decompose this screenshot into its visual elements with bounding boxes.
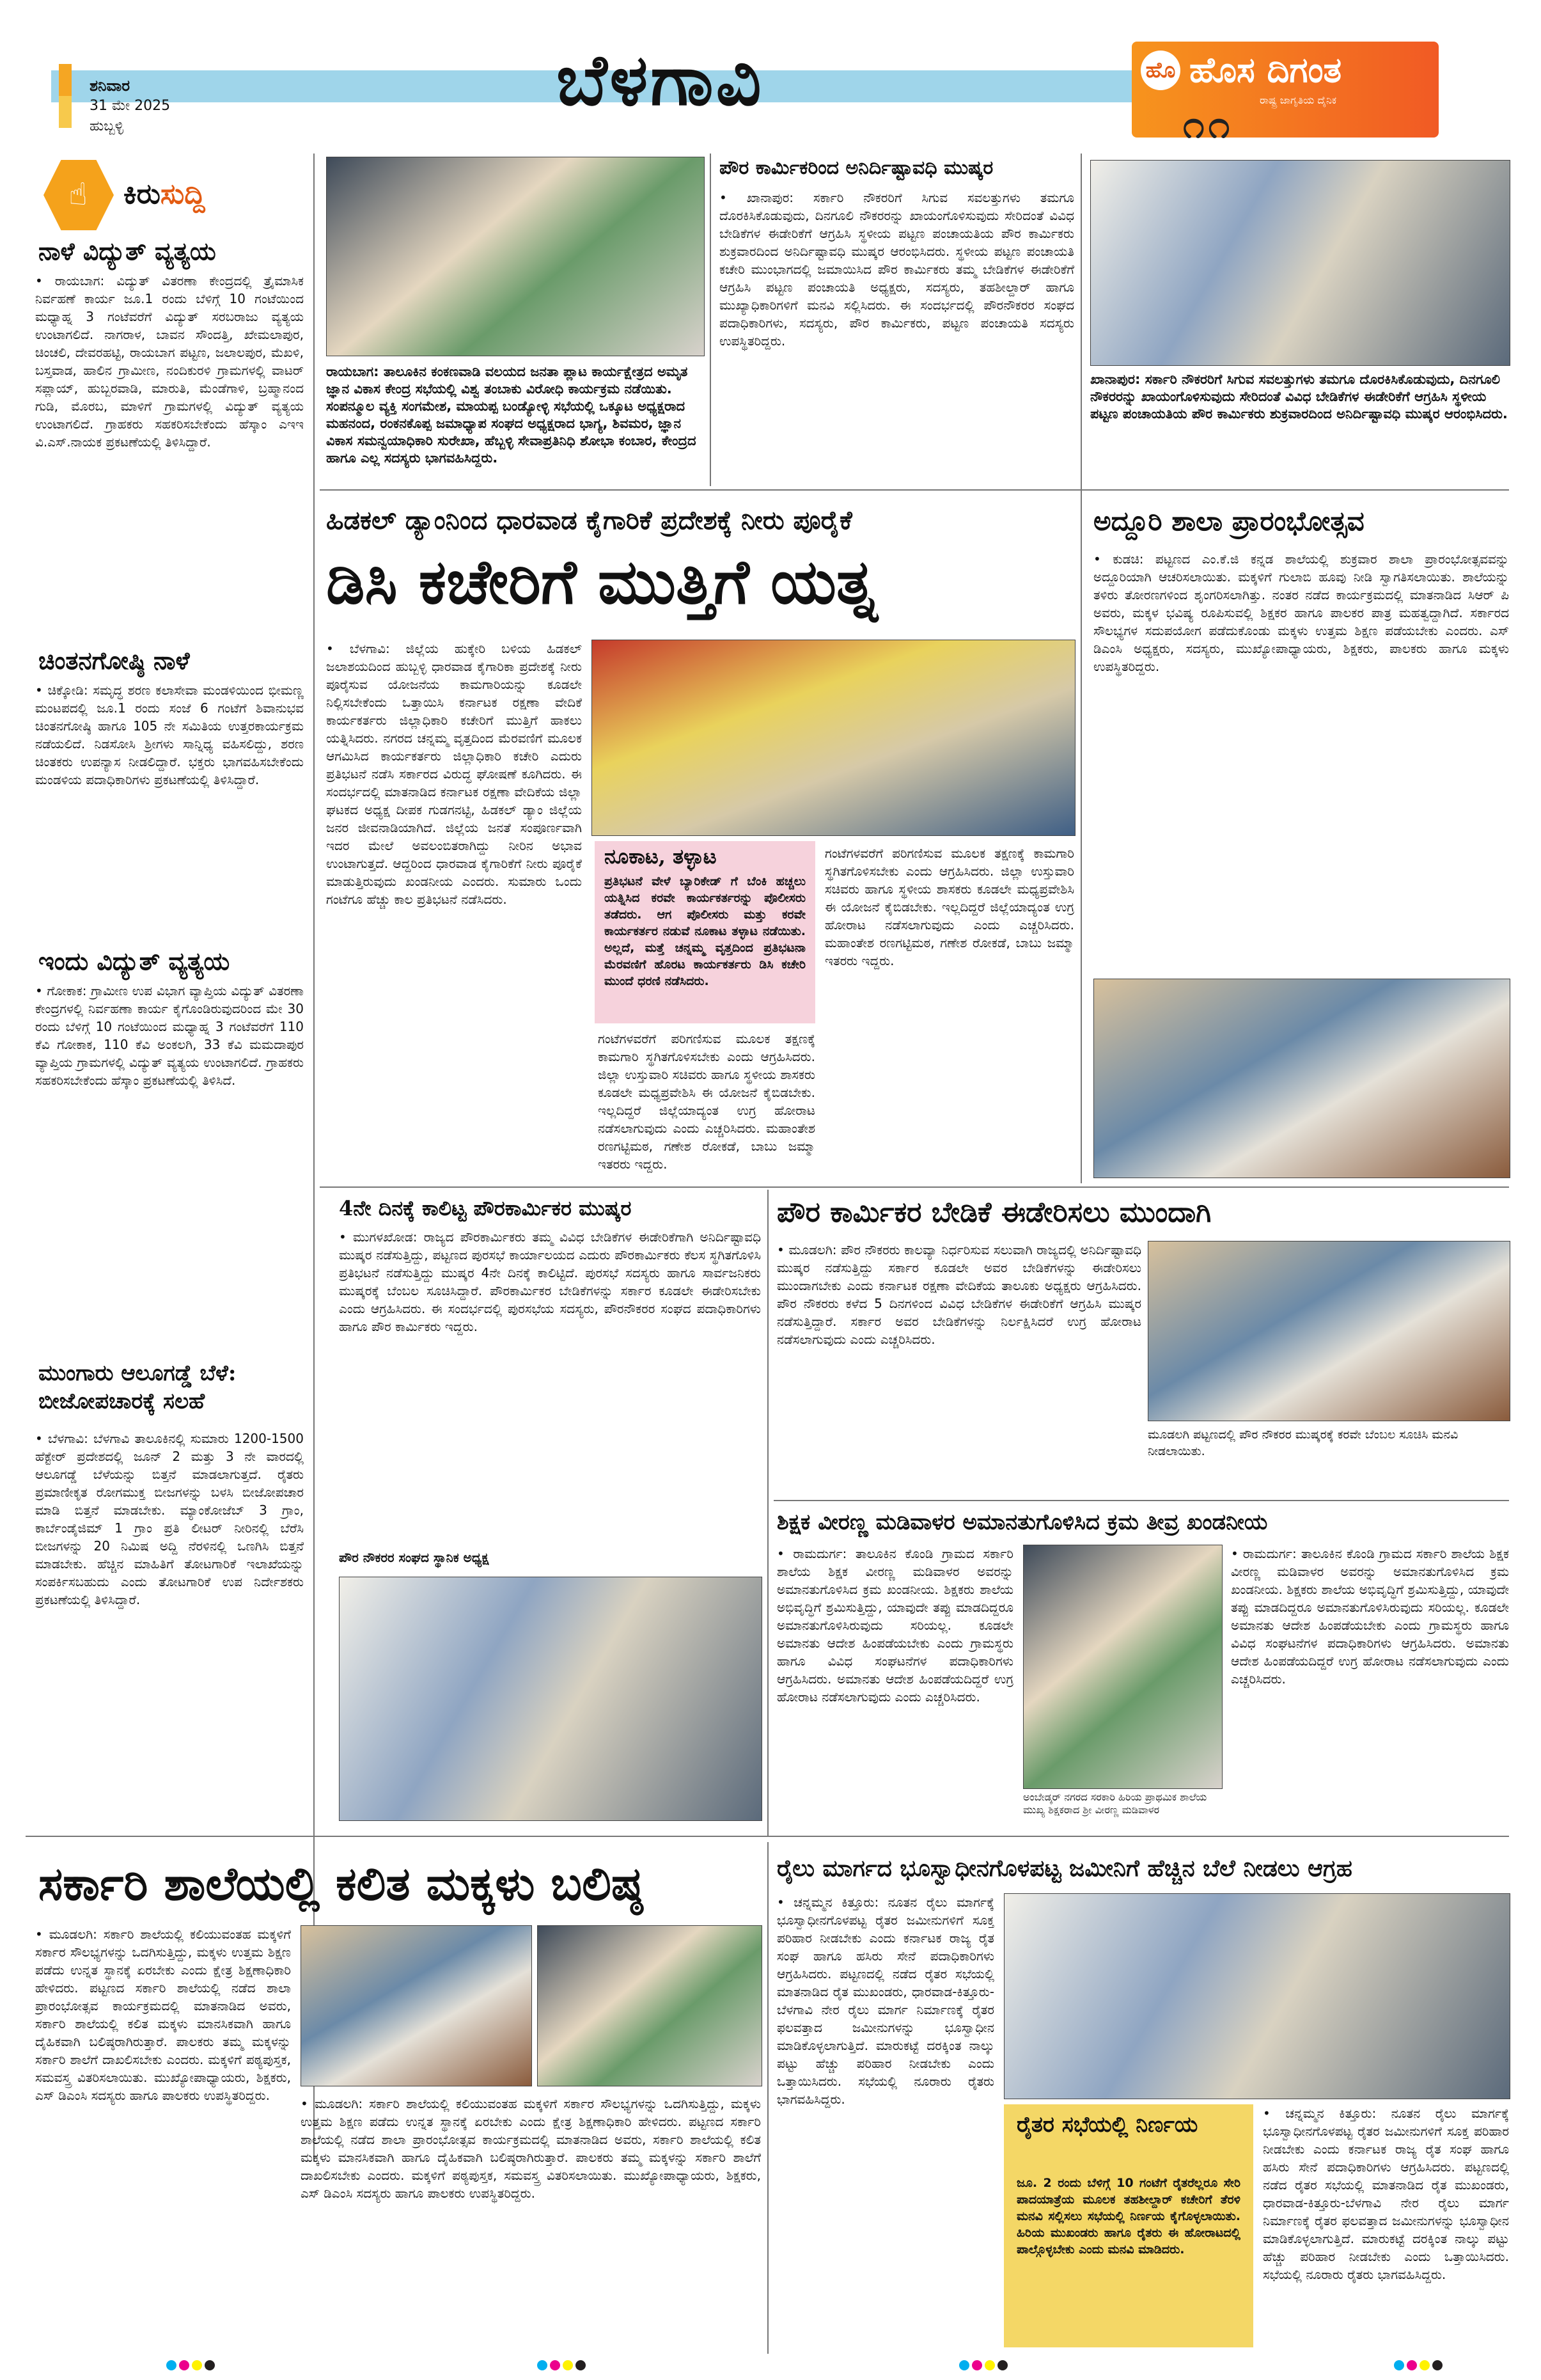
news-photo: [1093, 979, 1510, 1178]
registration-marks: [537, 2360, 588, 2373]
story-headline: ಸರ್ಕಾರಿ ಶಾಲೆಯಲ್ಲಿ ಕಲಿತ ಮಕ್ಕಳು ಬಲಿಷ್ಠ: [38, 1856, 643, 1911]
story-headline: ಪೌರ ಕಾರ್ಮಿಕರಿಂದ ಅನಿರ್ದಿಷ್ಟಾವಧಿ ಮುಷ್ಕರ: [719, 157, 994, 179]
newspaper-logo: [1132, 42, 1439, 138]
dateline: [90, 75, 170, 137]
story-body: ಗಂಟೆಗಳವರೆಗೆ ಪರಿಗಣಿಸುವ ಮೂಲಕ ತಕ್ಷಣಕ್ಕೆ ಕಾಮಗಾರಿ ಸ್ಥಗಿತಗೊಳಿಸಬೇಕು ಎಂದು ಆಗ್ರಹಿಸಿದರು. ಜಿಲ್ಲಾ ಉಸ್ತುವಾರಿ ಸಚಿವರು ಹಾಗೂ ಸ್ಥಳೀಯ ಶಾಸಕರು ಕೂಡಲೇ ಮಧ್ಯಪ್ರವೇಶಿಸಿ ಈ ಯೋಜನೆ ಕೈಬಿಡಬೇಕು. ಇಲ್ಲದಿದ್ದರೆ ಜಿಲ್ಲೆಯಾದ್ಯಂತ ಉಗ್ರ ಹೋರಾಟ ನಡೆಸಲಾಗುವುದು ಎಂದು ಎಚ್ಚರಿಸಿದರು. ಮಹಾಂತೇಶ ರಣಗಟ್ಟಿಮಠ, ಗಣೇಶ ರೋಕಡೆ, ಬಾಬು ಜಮ್ಮಾ ಇತರರು ಇದ್ದರು.: [598, 1031, 815, 1172]
story-body: • ಚನ್ನಮ್ಮನ ಕಿತ್ತೂರು: ನೂತನ ರೈಲು ಮಾರ್ಗಕ್ಕೆ ಭೂಸ್ವಾಧೀನಗೊಳಪಟ್ಟ ರೈತರ ಜಮೀನುಗಳಿಗೆ ಸೂಕ್ತ ಪರಿಹಾರ ನೀಡಬೇಕು ಎಂದು ಕರ್ನಾಟಕ ರಾಜ್ಯ ರೈತ ಸಂಘ ಹಾಗೂ ಹಸಿರು ಸೇನೆ ಪದಾಧಿಕಾರಿಗಳು ಆಗ್ರಹಿಸಿದರು. ಪಟ್ಟಣದಲ್ಲಿ ನಡೆದ ರೈತರ ಸಭೆಯಲ್ಲಿ ಮಾತನಾಡಿದ ರೈತ ಮುಖಂಡರು, ಧಾರವಾಡ-ಕಿತ್ತೂರು-ಬೆಳಗಾವಿ ನೇರ ರೈಲು ಮಾರ್ಗ ನಿರ್ಮಾಣಕ್ಕೆ ರೈತರ ಫಲವತ್ತಾದ ಜಮೀನುಗಳನ್ನು ಭೂಸ್ವಾಧೀನ ಮಾಡಿಕೊಳ್ಳಲಾಗುತ್ತಿದೆ. ಮಾರುಕಟ್ಟೆ ದರಕ್ಕಿಂತ ನಾಲ್ಕು ಪಟ್ಟು ಹೆಚ್ಚು ಪರಿಹಾರ ನೀಡಬೇಕು ಎಂದು ಒತ್ತಾಯಿಸಿದರು. ಸಭೆಯಲ್ಲಿ ನೂರಾರು ರೈತರು ಭಾಗವಹಿಸಿದ್ದರು.: [1263, 2106, 1509, 2282]
news-photo: [1004, 1893, 1510, 2099]
column-rule: [710, 154, 711, 486]
registration-marks: [166, 2360, 217, 2373]
section-rule: [320, 489, 1509, 491]
story-headline: ಪೌರ ಕಾರ್ಮಿಕರ ಬೇಡಿಕೆ ಈಡೇರಿಸಲು ಮುಂದಾಗಿ: [777, 1196, 1212, 1229]
news-photo: [1090, 160, 1510, 366]
brief-title: ಇಂದು ವಿದ್ಯುತ್ ವ್ಯತ್ಯಯ: [38, 947, 230, 975]
news-photo: [1148, 1241, 1510, 1421]
sidebar-body: ಪ್ರತಿಭಟನೆ ವೇಳೆ ಬ್ಯಾರಿಕೇಡ್ ಗೆ ಬೆಂಕಿ ಹಚ್ಚಲು ಯತ್ನಿಸಿದ ಕರವೇ ಕಾರ್ಯಕರ್ತರನ್ನು ಪೊಲೀಸರು ತಡೆದರು. ಆಗ ಪೊಲೀಸರು ಮತ್ತು ಕರವೇ ಕಾರ್ಯಕರ್ತರ ನಡುವೆ ನೂಕಾಟ ತಳ್ಳಾಟ ನಡೆಯಿತು. ಅಲ್ಲದೆ, ಮತ್ತೆ ಚನ್ನಮ್ಮ ವೃತ್ತದಿಂದ ಪ್ರತಿಭಟನಾ ಮೆರವಣಿಗೆ ಹೊರಟ ಕಾರ್ಯಕರ್ತರು ಡಿಸಿ ಕಚೇರಿ ಮುಂದೆ ಧರಣಿ ನಡೆಸಿದರು.: [604, 874, 806, 988]
kirusuddi-header: [37, 160, 306, 230]
sidebar-title: ರೈತರ ಸಭೆಯಲ್ಲಿ ನಿರ್ಣಯ: [1017, 2112, 1198, 2138]
hand-icon: ☝: [68, 177, 88, 212]
sidebar-body: ಜೂ. 2 ರಂದು ಬೆಳಿಗ್ಗೆ 10 ಗಂಟೆಗೆ ರೈತರೆಲ್ಲರೂ ಸೇರಿ ಪಾದಯಾತ್ರೆಯ ಮೂಲಕ ತಹಶೀಲ್ದಾರ್ ಕಚೇರಿಗೆ ತೆರಳಿ ಮನವಿ ಸಲ್ಲಿಸಲು ಸಭೆಯಲ್ಲಿ ನಿರ್ಣಯ ಕೈಗೊಳ್ಳಲಾಯಿತು. ಹಿರಿಯ ಮುಖಂಡರು ಹಾಗೂ ರೈತರು ಈ ಹೋರಾಟದಲ್ಲಿ ಪಾಲ್ಗೊಳ್ಳಬೇಕು ಎಂದು ಮನವಿ ಮಾಡಿದರು.: [1017, 2176, 1240, 2257]
news-photo: [339, 1577, 762, 1821]
story-headline: ರೈಲು ಮಾರ್ಗದ ಭೂಸ್ವಾಧೀನಗೊಳಪಟ್ಟ ಜಮೀನಿಗೆ ಹೆಚ್ಚಿನ ಬೆಲೆ ನೀಡಲು ಆಗ್ರಹ: [777, 1855, 1352, 1882]
story-body: • ಕುಡಚಿ: ಪಟ್ಟಣದ ಎಂ.ಕೆ.ಜಿ ಕನ್ನಡ ಶಾಲೆಯಲ್ಲಿ ಶುಕ್ರವಾರ ಶಾಲಾ ಪ್ರಾರಂಭೋತ್ಸವವನ್ನು ಅದ್ದೂರಿಯಾಗಿ ಆಚರಿಸಲಾಯಿತು. ಮಕ್ಕಳಿಗೆ ಗುಲಾಬಿ ಹೂವು ನೀಡಿ ಸ್ವಾಗತಿಸಲಾಯಿತು. ಶಾಲೆಯನ್ನು ತಳಿರು ತೋರಣಗಳಿಂದ ಶೃಂಗರಿಸಲಾಗಿತ್ತು. ನಂತರ ನಡೆದ ಕಾರ್ಯಕ್ರಮದಲ್ಲಿ ಮಾತನಾಡಿದ ಸಿಆರ್ ಪಿ ಅವರು, ಮಕ್ಕಳ ಭವಿಷ್ಯ ರೂಪಿಸುವಲ್ಲಿ ಶಿಕ್ಷಕರ ಹಾಗೂ ಪಾಲಕರ ಪಾತ್ರ ಮಹತ್ವದ್ದಾಗಿದೆ. ಸರ್ಕಾರದ ಸೌಲಭ್ಯಗಳ ಸದುಪಯೋಗ ಪಡೆದುಕೊಂಡು ಮಕ್ಕಳು ಉತ್ತಮ ಶಿಕ್ಷಣ ಪಡೆಯಬೇಕು ಎಂದರು. ಎಸ್ ಡಿಎಂಸಿ ಅಧ್ಯಕ್ಷರು, ಸದಸ್ಯರು, ಮುಖ್ಯೋಪಾಧ್ಯಾಯರು, ಶಿಕ್ಷಕರು, ಪಾಲಕರು ಹಾಗೂ ಮಕ್ಕಳು ಉಪಸ್ಥಿತರಿದ್ದರು.: [1093, 551, 1509, 674]
news-photo: [591, 640, 1076, 836]
sidebar-title: ನೂಕಾಟ, ತಳ್ಳಾಟ: [604, 844, 717, 869]
logo-tagline: ರಾಷ್ಟ್ರ ಜಾಗೃತಿಯ ದೈನಿಕ: [1260, 94, 1337, 106]
column-rule: [1081, 154, 1082, 1183]
story-headline: 4ನೇ ದಿನಕ್ಕೆ ಕಾಲಿಟ್ಟ ಪೌರಕಾರ್ಮಿಕರ ಮುಷ್ಕರ: [339, 1196, 632, 1220]
story-body: • ಚನ್ನಮ್ಮನ ಕಿತ್ತೂರು: ನೂತನ ರೈಲು ಮಾರ್ಗಕ್ಕೆ ಭೂಸ್ವಾಧೀನಗೊಳಪಟ್ಟ ರೈತರ ಜಮೀನುಗಳಿಗೆ ಸೂಕ್ತ ಪರಿಹಾರ ನೀಡಬೇಕು ಎಂದು ಕರ್ನಾಟಕ ರಾಜ್ಯ ರೈತ ಸಂಘ ಹಾಗೂ ಹಸಿರು ಸೇನೆ ಪದಾಧಿಕಾರಿಗಳು ಆಗ್ರಹಿಸಿದರು. ಪಟ್ಟಣದಲ್ಲಿ ನಡೆದ ರೈತರ ಸಭೆಯಲ್ಲಿ ಮಾತನಾಡಿದ ರೈತ ಮುಖಂಡರು, ಧಾರವಾಡ-ಕಿತ್ತೂರು-ಬೆಳಗಾವಿ ನೇರ ರೈಲು ಮಾರ್ಗ ನಿರ್ಮಾಣಕ್ಕೆ ರೈತರ ಫಲವತ್ತಾದ ಜಮೀನುಗಳನ್ನು ಭೂಸ್ವಾಧೀನ ಮಾಡಿಕೊಳ್ಳಲಾಗುತ್ತಿದೆ. ಮಾರುಕಟ್ಟೆ ದರಕ್ಕಿಂತ ನಾಲ್ಕು ಪಟ್ಟು ಹೆಚ್ಚು ಪರಿಹಾರ ನೀಡಬೇಕು ಎಂದು ಒತ್ತಾಯಿಸಿದರು. ಸಭೆಯಲ್ಲಿ ನೂರಾರು ರೈತರು ಭಾಗವಹಿಸಿದ್ದರು.: [777, 1895, 994, 2107]
city-label: ಹುಬ್ಬಳ್ಳಿ: [90, 118, 124, 134]
page-number: ೧೧: [1183, 102, 1234, 147]
story-body: • ರಾಮದುರ್ಗ: ತಾಲೂಕಿನ ಕೊಂಡಿ ಗ್ರಾಮದ ಸರ್ಕಾರಿ ಶಾಲೆಯ ಶಿಕ್ಷಕ ವೀರಣ್ಣ ಮಡಿವಾಳರ ಅವರನ್ನು ಅಮಾನತುಗೊಳಿಸಿದ ಕ್ರಮ ಖಂಡನೀಯ. ಶಿಕ್ಷಕರು ಶಾಲೆಯ ಅಭಿವೃದ್ಧಿಗೆ ಶ್ರಮಿಸುತ್ತಿದ್ದು, ಯಾವುದೇ ತಪ್ಪು ಮಾಡದಿದ್ದರೂ ಅಮಾನತುಗೊಳಿಸಿರುವುದು ಸರಿಯಲ್ಲ. ಕೂಡಲೇ ಅಮಾನತು ಆದೇಶ ಹಿಂಪಡೆಯಬೇಕು ಎಂದು ಗ್ರಾಮಸ್ಥರು ಹಾಗೂ ವಿವಿಧ ಸಂಘಟನೆಗಳ ಪದಾಧಿಕಾರಿಗಳು ಆಗ್ರಹಿಸಿದರು. ಅಮಾನತು ಆದೇಶ ಹಿಂಪಡೆಯದಿದ್ದರೆ ಉಗ್ರ ಹೋರಾಟ ನಡೆಸಲಾಗುವುದು ಎಂದು ಎಚ್ಚರಿಸಿದರು.: [1231, 1546, 1509, 1687]
kirusuddi-label-1: ಕಿರು: [123, 178, 160, 210]
story-body: • ಮೂಡಲಗಿ: ಪೌರ ನೌಕರರು ಕಾಲವ್ಯಾ ನಿರ್ಧರಿಸುವ ಸಲುವಾಗಿ ರಾಜ್ಯದಲ್ಲಿ ಅನಿರ್ದಿಷ್ಟಾವಧಿ ಮುಷ್ಕರ ನಡೆಸುತ್ತಿದ್ದು ಸರ್ಕಾರ ಕೂಡಲೇ ಅವರ ಬೇಡಿಕೆಗಳನ್ನು ಈಡೇರಿಸಲು ಮುಂದಾಗಬೇಕು ಎಂದು ಕರ್ನಾಟಕ ರಕ್ಷಣಾ ವೇದಿಕೆಯ ತಾಲೂಕು ಅಧ್ಯಕ್ಷರು ಆಗ್ರಹಿಸಿದರು. ಪೌರ ನೌಕರರು ಕಳೆದ 5 ದಿನಗಳಿಂದ ವಿವಿಧ ಬೇಡಿಕೆಗಳ ಈಡೇರಿಕೆಗೆ ಆಗ್ರಹಿಸಿ ಮುಷ್ಕರ ನಡೆಸುತ್ತಿದ್ದಾರೆ. ಸರ್ಕಾರ ಅವರ ಬೇಡಿಕೆಗಳನ್ನು ನಿರ್ಲಕ್ಷಿಸಿದರೆ ಉಗ್ರ ಹೋರಾಟ ನಡೆಸಲಾಗುವುದು ಎಂದು ಎಚ್ಚರಿಸಿದರು.: [777, 1242, 1141, 1347]
logo-emblem-icon: ಹೊ: [1141, 51, 1180, 90]
news-photo: [326, 157, 705, 356]
story-body: • ಖಾನಾಪುರ: ಸರ್ಕಾರಿ ನೌಕರರಿಗೆ ಸಿಗುವ ಸವಲತ್ತುಗಳು ತಮಗೂ ದೊರಕಿಸಿಕೊಡುವುದು, ದಿನಗೂಲಿ ನೌಕರರನ್ನು ಖಾಯಂಗೊಳಿಸುವುದು ಸೇರಿದಂತೆ ವಿವಿಧ ಬೇಡಿಕೆಗಳ ಈಡೇರಿಕೆಗೆ ಆಗ್ರಹಿಸಿ ಸ್ಥಳೀಯ ಪಟ್ಟಣ ಪಂಚಾಯತಿಯ ಪೌರ ಕಾರ್ಮಿಕರು ಶುಕ್ರವಾರದಿಂದ ಅನಿರ್ದಿಷ್ಟಾವಧಿ ಮುಷ್ಕರ ಆರಂಭಿಸಿದರು. ಸ್ಥಳೀಯ ಪಟ್ಟಣ ಪಂಚಾಯತಿ ಕಚೇರಿ ಮುಂಭಾಗದಲ್ಲಿ ಜಮಾಯಿಸಿದ ಪೌರ ಕಾರ್ಮಿಕರು ತಮ್ಮ ಬೇಡಿಕೆಗಳ ಈಡೇರಿಕೆಗೆ ಆಗ್ರಹಿಸಿ ಪಟ್ಟಣ ಪಂಚಾಯತಿ ಅಧ್ಯಕ್ಷರು, ಸದಸ್ಯರು, ತಹಶೀಲ್ದಾರ್ ಹಾಗೂ ಮುಖ್ಯಾಧಿಕಾರಿಗಳಿಗೆ ಮನವಿ ಸಲ್ಲಿಸಿದರು. ಈ ಸಂದರ್ಭದಲ್ಲಿ ಪೌರನೌಕರರ ಸಂಘದ ಪದಾಧಿಕಾರಿಗಳು, ಸದಸ್ಯರು, ಪೌರ ಕಾರ್ಮಿಕರು, ಪಟ್ಟಣ ಪಂಚಾಯತಿ ಸದಸ್ಯರು ಉಪಸ್ಥಿತರಿದ್ದರು.: [719, 190, 1074, 349]
brief-body: • ರಾಯಬಾಗ: ವಿದ್ಯುತ್ ವಿತರಣಾ ಕೇಂದ್ರದಲ್ಲಿ ತ್ರೈಮಾಸಿಕ ನಿರ್ವಹಣೆ ಕಾರ್ಯ ಜೂ.1 ರಂದು ಬೆಳಿಗ್ಗೆ 10 ಗಂಟೆಯಿಂದ ಮಧ್ಯಾಹ್ನ 3 ಗಂಟೆವರೆಗೆ ವಿದ್ಯುತ್ ಸರಬರಾಜು ವ್ಯತ್ಯಯ ಉಂಟಾಗಲಿದೆ. ನಾಗರಾಳ, ಬಾವನ ಸೌಂದತ್ತಿ, ಖೇಮಲಾಪುರ, ಚಿಂಚಲಿ, ದೇವರಹಟ್ಟಿ, ರಾಯಬಾಗ ಪಟ್ಟಣ, ಜಲಾಲಪುರ, ಮೆಖಳಿ, ಬಸ್ತವಾಡ, ಹಾಲಿನ ಗ್ರಾಮೀಣ, ನಂದಿಕುರಳಿ ಗ್ರಾಮಗಳಲ್ಲಿ ವಾಟರ್ ಸಪ್ಲಾಯ್, ಹುಬ್ಬರವಾಡಿ, ಮಾರುತಿ, ಮೆಂಡೆಗಾಳಿ, ಬ್ರಹ್ಮಾನಂದ ಗುಡಿ, ಮೊರಬ, ಮಾಳಿಗೆ ಗ್ರಾಮಗಳಲ್ಲಿ ವಿದ್ಯುತ್ ವ್ಯತ್ಯಯ ಉಂಟಾಗಲಿದೆ. ಗ್ರಾಹಕರು ಸಹಕರಿಸಬೇಕೆಂದು ಹೆಸ್ಕಾಂ ಎಇಇ ವಿ.ಎಸ್.ನಾಯಕ ಪ್ರಕಟಣೆಯಲ್ಲಿ ತಿಳಿಸಿದ್ದಾರೆ.: [35, 273, 304, 450]
column-rule: [767, 1842, 769, 2354]
registration-marks: [1394, 2360, 1445, 2373]
news-photo: [537, 1925, 762, 2086]
brief-title: ನಾಳೆ ವಿದ್ಯುತ್ ವ್ಯತ್ಯಯ: [38, 237, 216, 265]
story-kicker: ಹಿಡಕಲ್ ಡ್ಯಾಂನಿಂದ ಧಾರವಾಡ ಕೈಗಾರಿಕೆ ಪ್ರದೇಶಕ್ಕೆ ನೀರು ಪೂರೈಕೆ: [326, 505, 852, 535]
brief-body: • ಚಿಕ್ಕೋಡಿ: ಸಮೃದ್ಧ ಶರಣ ಕಲಾಸೇವಾ ಮಂಡಳಿಯಿಂದ ಭೀಮಣ್ಣ ಮಂಟಪದಲ್ಲಿ ಜೂ.1 ರಂದು ಸಂಜೆ 6 ಗಂಟೆಗೆ ಶಿವಾನುಭವ ಚಿಂತನಗೋಷ್ಠಿ ಹಾಗೂ 105 ನೇ ಸಮಿತಿಯ ಉತ್ತರಕಾರ್ಯಕ್ರಮ ನಡೆಯಲಿದೆ. ನಿಡಸೋಸಿ ಶ್ರೀಗಳು ಸಾನ್ನಿಧ್ಯ ವಹಿಸಲಿದ್ದು, ಶರಣ ಚಿಂತಕರು ಉಪನ್ಯಾಸ ನೀಡಲಿದ್ದಾರೆ. ಭಕ್ತರು ಭಾಗವಹಿಸಬೇಕೆಂದು ಮಂಡಳಿಯ ಪದಾಧಿಕಾರಿಗಳು ಪ್ರಕಟಣೆಯಲ್ಲಿ ತಿಳಿಸಿದ್ದಾರೆ.: [35, 682, 304, 787]
section-title: ಬೆಳಗಾವಿ: [556, 38, 764, 121]
story-body: • ಮೂಡಲಗಿ: ಸರ್ಕಾರಿ ಶಾಲೆಯಲ್ಲಿ ಕಲಿಯುವಂತಹ ಮಕ್ಕಳಿಗೆ ಸರ್ಕಾರ ಸೌಲಭ್ಯಗಳನ್ನು ಒದಗಿಸುತ್ತಿದ್ದು, ಮಕ್ಕಳು ಉತ್ತಮ ಶಿಕ್ಷಣ ಪಡೆದು ಉನ್ನತ ಸ್ಥಾನಕ್ಕೆ ಏರಬೇಕು ಎಂದು ಕ್ಷೇತ್ರ ಶಿಕ್ಷಣಾಧಿಕಾರಿ ಹೇಳಿದರು. ಪಟ್ಟಣದ ಸರ್ಕಾರಿ ಶಾಲೆಯಲ್ಲಿ ನಡೆದ ಶಾಲಾ ಪ್ರಾರಂಭೋತ್ಸವ ಕಾರ್ಯಕ್ರಮದಲ್ಲಿ ಮಾತನಾಡಿದ ಅವರು, ಸರ್ಕಾರಿ ಶಾಲೆಯಲ್ಲಿ ಕಲಿತ ಮಕ್ಕಳು ಮಾನಸಿಕವಾಗಿ ಹಾಗೂ ದೈಹಿಕವಾಗಿ ಬಲಿಷ್ಠರಾಗಿರುತ್ತಾರೆ. ಪಾಲಕರು ತಮ್ಮ ಮಕ್ಕಳನ್ನು ಸರ್ಕಾರಿ ಶಾಲೆಗೆ ದಾಖಲಿಸಬೇಕು ಎಂದರು. ಮಕ್ಕಳಿಗೆ ಪಠ್ಯಪುಸ್ತಕ, ಸಮವಸ್ತ್ರ ವಿತರಿಸಲಾಯಿತು. ಮುಖ್ಯೋಪಾಧ್ಯಾಯರು, ಶಿಕ್ಷಕರು, ಎಸ್ ಡಿಎಂಸಿ ಸದಸ್ಯರು ಹಾಗೂ ಪಾಲಕರು ಉಪಸ್ಥಿತರಿದ್ದರು.: [301, 2096, 761, 2201]
date-label: 31 ಮೇ 2025: [90, 98, 171, 114]
photo-caption: ಅಂಬೇಡ್ಕರ್ ನಗರದ ಸರಕಾರಿ ಹಿರಿಯ ಪ್ರಾಥಮಿಕ ಶಾಲೆಯ ಮುಖ್ಯ ಶಿಕ್ಷಕರಾದ ಶ್ರೀ ವೀರಣ್ಣ ಮಡಿವಾಳರ: [1023, 1791, 1207, 1816]
section-rule: [320, 1186, 1509, 1188]
registration-marks: [959, 2360, 1010, 2373]
story-body: ಗಂಟೆಗಳವರೆಗೆ ಪರಿಗಣಿಸುವ ಮೂಲಕ ತಕ್ಷಣಕ್ಕೆ ಕಾಮಗಾರಿ ಸ್ಥಗಿತಗೊಳಿಸಬೇಕು ಎಂದು ಆಗ್ರಹಿಸಿದರು. ಜಿಲ್ಲಾ ಉಸ್ತುವಾರಿ ಸಚಿವರು ಹಾಗೂ ಸ್ಥಳೀಯ ಶಾಸಕರು ಕೂಡಲೇ ಮಧ್ಯಪ್ರವೇಶಿಸಿ ಈ ಯೋಜನೆ ಕೈಬಿಡಬೇಕು. ಇಲ್ಲದಿದ್ದರೆ ಜಿಲ್ಲೆಯಾದ್ಯಂತ ಉಗ್ರ ಹೋರಾಟ ನಡೆಸಲಾಗುವುದು ಎಂದು ಎಚ್ಚರಿಸಿದರು. ಮಹಾಂತೇಶ ರಣಗಟ್ಟಿಮಠ, ಗಣೇಶ ರೋಕಡೆ, ಬಾಬು ಜಮ್ಮಾ ಇತರರು ಇದ್ದರು.: [825, 846, 1074, 968]
logo-name: ಹೊಸ ದಿಗಂತ: [1189, 49, 1342, 90]
brief-title: ಮುಂಗಾರು ಆಲೂಗಡ್ಡೆ ಬೆಳೆ: ಬೀಜೋಪಚಾರಕ್ಕೆ ಸಲಹೆ: [38, 1360, 237, 1414]
brief-body: • ಗೋಕಾಕ: ಗ್ರಾಮೀಣ ಉಪ ವಿಭಾಗ ವ್ಯಾಪ್ತಿಯ ವಿದ್ಯುತ್ ವಿತರಣಾ ಕೇಂದ್ರಗಳಲ್ಲಿ ನಿರ್ವಹಣಾ ಕಾರ್ಯ ಕೈಗೊಂಡಿರುವುದರಿಂದ ಮೇ 30 ರಂದು ಬೆಳಿಗ್ಗೆ 10 ಗಂಟೆಯಿಂದ ಮಧ್ಯಾಹ್ನ 3 ಗಂಟೆವರೆಗೆ 110 ಕೆವಿ ಗೋಕಾಕ, 110 ಕೆವಿ ಅಂಕಲಗಿ, 33 ಕೆವಿ ಮಮದಾಪುರ ವ್ಯಾಪ್ತಿಯ ಗ್ರಾಮಗಳಲ್ಲಿ ವಿದ್ಯುತ್ ವ್ಯತ್ಯಯ ಉಂಟಾಗಲಿದೆ. ಗ್ರಾಹಕರು ಸಹಕರಿಸಬೇಕೆಂದು ಹೆಸ್ಕಾಂ ಪ್ರಕಟಣೆಯಲ್ಲಿ ತಿಳಿಸಿದೆ.: [35, 983, 304, 1088]
story-headline: ಶಿಕ್ಷಕ ವೀರಣ್ಣ ಮಡಿವಾಳರ ಅಮಾನತುಗೊಳಿಸಿದ ಕ್ರಮ ತೀವ್ರ ಖಂಡನೀಯ: [777, 1509, 1268, 1535]
story-body: • ಬೆಳಗಾವಿ: ಜಿಲ್ಲೆಯ ಹುಕ್ಕೇರಿ ಬಳಿಯ ಹಿಡಕಲ್ ಜಲಾಶಯದಿಂದ ಹುಬ್ಬಳ್ಳಿ ಧಾರವಾಡ ಕೈಗಾರಿಕಾ ಪ್ರದೇಶಕ್ಕೆ ನೀರು ಪೂರೈಸುವ ಯೋಜನೆಯ ಕಾಮಗಾರಿಯನ್ನು ಕೂಡಲೇ ನಿಲ್ಲಿಸಬೇಕೆಂದು ಒತ್ತಾಯಿಸಿ ಕರ್ನಾಟಕ ರಕ್ಷಣಾ ವೇದಿಕೆ ಕಾರ್ಯಕರ್ತರು ಜಿಲ್ಲಾಧಿಕಾರಿ ಕಚೇರಿಗೆ ಮುತ್ತಿಗೆ ಹಾಕಲು ಯತ್ನಿಸಿದರು. ನಗರದ ಚನ್ನಮ್ಮ ವೃತ್ತದಿಂದ ಮೆರವಣಿಗೆ ಮೂಲಕ ಆಗಮಿಸಿದ ಕಾರ್ಯಕರ್ತರು ಜಿಲ್ಲಾಧಿಕಾರಿ ಕಚೇರಿ ಎದುರು ಪ್ರತಿಭಟನೆ ನಡೆಸಿ ಸರ್ಕಾರದ ವಿರುದ್ಧ ಘೋಷಣೆ ಕೂಗಿದರು. ಈ ಸಂದರ್ಭದಲ್ಲಿ ಮಾತನಾಡಿದ ಕರ್ನಾಟಕ ರಕ್ಷಣಾ ವೇದಿಕೆಯ ಜಿಲ್ಲಾ ಘಟಕದ ಅಧ್ಯಕ್ಷ ದೀಪಕ ಗುಡಗನಟ್ಟಿ, ಹಿಡಕಲ್ ಡ್ಯಾಂ ಜಿಲ್ಲೆಯ ಜನರ ಜೀವನಾಡಿಯಾಗಿದೆ. ಜಿಲ್ಲೆಯ ಜನತೆ ಸಂಪೂರ್ಣವಾಗಿ ಇದರ ಮೇಲೆ ಅವಲಂಬಿತರಾಗಿದ್ದು ನೀರಿನ ಅಭಾವ ಉಂಟಾಗುತ್ತದೆ. ಆದ್ದರಿಂದ ಧಾರವಾಡ ಕೈಗಾರಿಕೆಗೆ ನೀರು ಪೂರೈಕೆ ಮಾಡುತ್ತಿರುವುದು ಖಂಡನೀಯ ಎಂದರು. ಸುಮಾರು ಒಂದು ಗಂಟೆಗೂ ಹೆಚ್ಚು ಕಾಲ ಪ್ರತಿಭಟನೆ ನಡೆಸಿದರು.: [326, 641, 582, 907]
section-rule: [774, 1500, 1509, 1501]
news-photo: [301, 1925, 532, 2086]
news-photo: [1023, 1545, 1223, 1789]
brief-body: • ಬೆಳಗಾವಿ: ಬೆಳಗಾವಿ ತಾಲೂಕಿನಲ್ಲಿ ಸುಮಾರು 1200-1500 ಹೆಕ್ಟೇರ್ ಪ್ರದೇಶದಲ್ಲಿ ಜೂನ್ 2 ಮತ್ತು 3 ನೇ ವಾರದಲ್ಲಿ ಆಲೂಗಡ್ಡೆ ಬೆಳೆಯನ್ನು ಬಿತ್ತನೆ ಮಾಡಲಾಗುತ್ತದೆ. ರೈತರು ಪ್ರಮಾಣೀಕೃತ ರೋಗಮುಕ್ತ ಬೀಜಗಳನ್ನು ಬಳಸಿ ಬೀಜೋಪಚಾರ ಮಾಡಿ ಬಿತ್ತನೆ ಮಾಡಬೇಕು. ಮ್ಯಾಂಕೋಜೆಬ್ 3 ಗ್ರಾಂ, ಕಾರ್ಬೆಂಡೈಜಿಮ್ 1 ಗ್ರಾಂ ಪ್ರತಿ ಲೀಟರ್ ನೀರಿನಲ್ಲಿ ಬೆರೆಸಿ ಬೀಜಗಳನ್ನು 20 ನಿಮಿಷ ಅದ್ದಿ ನೆರಳಿನಲ್ಲಿ ಒಣಗಿಸಿ ಬಿತ್ತನೆ ಮಾಡಬೇಕು. ಹೆಚ್ಚಿನ ಮಾಹಿತಿಗೆ ತೋಟಗಾರಿಕೆ ಇಲಾಖೆಯನ್ನು ಸಂಪರ್ಕಿಸಬಹುದು ಎಂದು ತೋಟಗಾರಿಕೆ ಉಪ ನಿರ್ದೇಶಕರು ಪ್ರಕಟಣೆಯಲ್ಲಿ ತಿಳಿಸಿದ್ದಾರೆ.: [35, 1431, 304, 1607]
photo-caption: ಪೌರ ನೌಕರರ ಸಂಘದ ಸ್ಥಾನಿಕ ಅಧ್ಯಕ್ಷ: [339, 1550, 489, 1565]
kirusuddi-label-2: ಸುದ್ದಿ: [160, 178, 205, 210]
story-body: • ಮುಗಳಖೋಡ: ರಾಜ್ಯದ ಪೌರಕಾರ್ಮಿಕರು ತಮ್ಮ ವಿವಿಧ ಬೇಡಿಕೆಗಳ ಈಡೇರಿಕೆಗಾಗಿ ಅನಿರ್ದಿಷ್ಟಾವಧಿ ಮುಷ್ಕರ ನಡೆಸುತ್ತಿದ್ದು, ಪಟ್ಟಣದ ಪುರಸಭೆ ಕಾರ್ಯಾಲಯದ ಎದುರು ಪೌರಕಾರ್ಮಿಕರು ಕೆಲಸ ಸ್ಥಗಿತಗೊಳಿಸಿ ಪ್ರತಿಭಟನೆ ನಡೆಸುತ್ತಿದ್ದು ಮುಷ್ಕರ 4ನೇ ದಿನಕ್ಕೆ ಕಾಲಿಟ್ಟಿದೆ. ಪುರಸಭೆ ಸದಸ್ಯರು ಹಾಗೂ ಸಾರ್ವಜನಿಕರು ಮುಷ್ಕರಕ್ಕೆ ಬೆಂಬಲ ಸೂಚಿಸಿದ್ದಾರೆ. ಪೌರಕಾರ್ಮಿಕರ ಬೇಡಿಕೆಗಳನ್ನು ಸರ್ಕಾರ ಕೂಡಲೇ ಈಡೇರಿಸಬೇಕು ಎಂದು ಆಗ್ರಹಿಸಿದರು. ಈ ಸಂದರ್ಭದಲ್ಲಿ ಪುರಸಭೆಯ ಸದಸ್ಯರು, ಪೌರನೌಕರರ ಸಂಘದ ಪದಾಧಿಕಾರಿಗಳು ಹಾಗೂ ಪೌರ ಕಾರ್ಮಿಕರು ಇದ್ದರು.: [339, 1229, 761, 1334]
story-body: • ರಾಮದುರ್ಗ: ತಾಲೂಕಿನ ಕೊಂಡಿ ಗ್ರಾಮದ ಸರ್ಕಾರಿ ಶಾಲೆಯ ಶಿಕ್ಷಕ ವೀರಣ್ಣ ಮಡಿವಾಳರ ಅವರನ್ನು ಅಮಾನತುಗೊಳಿಸಿದ ಕ್ರಮ ಖಂಡನೀಯ. ಶಿಕ್ಷಕರು ಶಾಲೆಯ ಅಭಿವೃದ್ಧಿಗೆ ಶ್ರಮಿಸುತ್ತಿದ್ದು, ಯಾವುದೇ ತಪ್ಪು ಮಾಡದಿದ್ದರೂ ಅಮಾನತುಗೊಳಿಸಿರುವುದು ಸರಿಯಲ್ಲ. ಕೂಡಲೇ ಅಮಾನತು ಆದೇಶ ಹಿಂಪಡೆಯಬೇಕು ಎಂದು ಗ್ರಾಮಸ್ಥರು ಹಾಗೂ ವಿವಿಧ ಸಂಘಟನೆಗಳ ಪದಾಧಿಕಾರಿಗಳು ಆಗ್ರಹಿಸಿದರು. ಅಮಾನತು ಆದೇಶ ಹಿಂಪಡೆಯದಿದ್ದರೆ ಉಗ್ರ ಹೋರಾಟ ನಡೆಸಲಾಗುವುದು ಎಂದು ಎಚ್ಚರಿಸಿದರು.: [777, 1546, 1013, 1705]
masthead: [0, 0, 1541, 147]
column-rule: [767, 1190, 769, 1836]
day-label: ಶನಿವಾರ: [90, 77, 130, 95]
kirusuddi-label: [123, 178, 205, 210]
section-rule: [26, 1836, 1509, 1837]
photo-caption: ಮೂಡಲಗಿ ಪಟ್ಟಣದಲ್ಲಿ ಪೌರ ನೌಕರರ ಮುಷ್ಕರಕ್ಕೆ ಕರವೇ ಬೆಂಬಲ ಸೂಚಿಸಿ ಮನವಿ ನೀಡಲಾಯಿತು.: [1148, 1428, 1459, 1458]
story-headline: ಅದ್ದೂರಿ ಶಾಲಾ ಪ್ರಾರಂಭೋತ್ಸವ: [1093, 505, 1365, 537]
photo-caption: ಖಾನಾಪುರ: ಸರ್ಕಾರಿ ನೌಕರರಿಗೆ ಸಿಗುವ ಸವಲತ್ತುಗಳು ತಮಗೂ ದೊರಕಿಸಿಕೊಡುವುದು, ದಿನಗೂಲಿ ನೌಕರರನ್ನು ಖಾಯಂಗೊಳಿಸುವುದು ಸೇರಿದಂತೆ ವಿವಿಧ ಬೇಡಿಕೆಗಳ ಈಡೇರಿಕೆಗೆ ಆಗ್ರಹಿಸಿ ಸ್ಥಳೀಯ ಪಟ್ಟಣ ಪಂಚಾಯತಿಯ ಪೌರ ಕಾರ್ಮಿಕರು ಶುಕ್ರವಾರದಿಂದ ಅನಿರ್ದಿಷ್ಟಾವಧಿ ಮುಷ್ಕರ ಆರಂಭಿಸಿದರು.: [1090, 372, 1508, 422]
story-headline: ಡಿಸಿ ಕಚೇರಿಗೆ ಮುತ್ತಿಗೆ ಯತ್ನ: [326, 546, 877, 618]
masthead-color-bar: [59, 64, 72, 128]
story-body: • ಮೂಡಲಗಿ: ಸರ್ಕಾರಿ ಶಾಲೆಯಲ್ಲಿ ಕಲಿಯುವಂತಹ ಮಕ್ಕಳಿಗೆ ಸರ್ಕಾರ ಸೌಲಭ್ಯಗಳನ್ನು ಒದಗಿಸುತ್ತಿದ್ದು, ಮಕ್ಕಳು ಉತ್ತಮ ಶಿಕ್ಷಣ ಪಡೆದು ಉನ್ನತ ಸ್ಥಾನಕ್ಕೆ ಏರಬೇಕು ಎಂದು ಕ್ಷೇತ್ರ ಶಿಕ್ಷಣಾಧಿಕಾರಿ ಹೇಳಿದರು. ಪಟ್ಟಣದ ಸರ್ಕಾರಿ ಶಾಲೆಯಲ್ಲಿ ನಡೆದ ಶಾಲಾ ಪ್ರಾರಂಭೋತ್ಸವ ಕಾರ್ಯಕ್ರಮದಲ್ಲಿ ಮಾತನಾಡಿದ ಅವರು, ಸರ್ಕಾರಿ ಶಾಲೆಯಲ್ಲಿ ಕಲಿತ ಮಕ್ಕಳು ಮಾನಸಿಕವಾಗಿ ಹಾಗೂ ದೈಹಿಕವಾಗಿ ಬಲಿಷ್ಠರಾಗಿರುತ್ತಾರೆ. ಪಾಲಕರು ತಮ್ಮ ಮಕ್ಕಳನ್ನು ಸರ್ಕಾರಿ ಶಾಲೆಗೆ ದಾಖಲಿಸಬೇಕು ಎಂದರು. ಮಕ್ಕಳಿಗೆ ಪಠ್ಯಪುಸ್ತಕ, ಸಮವಸ್ತ್ರ ವಿತರಿಸಲಾಯಿತು. ಮುಖ್ಯೋಪಾಧ್ಯಾಯರು, ಶಿಕ್ಷಕರು, ಎಸ್ ಡಿಎಂಸಿ ಸದಸ್ಯರು ಹಾಗೂ ಪಾಲಕರು ಉಪಸ್ಥಿತರಿದ್ದರು.: [35, 1927, 291, 2103]
photo-caption: ರಾಯಬಾಗ: ತಾಲೂಕಿನ ಕಂಕಣವಾಡಿ ವಲಯದ ಜನತಾ ಪ್ಲಾಟ ಕಾರ್ಯಕ್ಷೇತ್ರದ ಅಮೃತ ಜ್ಞಾನ ವಿಕಾಸ ಕೇಂದ್ರ ಸಭೆಯಲ್ಲಿ ವಿಶ್ವ ತಂಬಾಕು ವಿರೋಧಿ ಕಾರ್ಯಕ್ರಮ ನಡೆಯಿತು. ಸಂಪನ್ಮೂಲ ವ್ಯಕ್ತಿ ಸಂಗಮೇಶ, ಮಾಯಪ್ಪ ಬಂಡ್ಯೋಳ್ಳಿ ಸಭೆಯಲ್ಲಿ ಒಕ್ಕೂಟ ಅಧ್ಯಕ್ಷರಾದ ಮಹನಂದ, ರಂಕನಕೊಪ್ಪ ಜಮಾಧ್ಯಾಪ ಸಂಘದ ಅಧ್ಯಕ್ಷರಾದ ಭಾಗ್ಯ, ಶಿವಮರ, ಜ್ಞಾನ ವಿಕಾಸ ಸಮನ್ವಯಾಧಿಕಾರಿ ಸುರೇಖಾ, ಹೆಬ್ಬಳ್ಳಿ ಸೇವಾಪ್ರತಿನಿಧಿ ಶೋಭಾ ಕಂಬಾರ, ಕೇಂದ್ರದ ಹಾಗೂ ಎಲ್ಲ ಸದಸ್ಯರು ಭಾಗವಹಿಸಿದ್ದರು.: [326, 364, 696, 466]
brief-title: ಚಿಂತನಗೋಷ್ಠಿ ನಾಳೆ: [38, 646, 190, 675]
